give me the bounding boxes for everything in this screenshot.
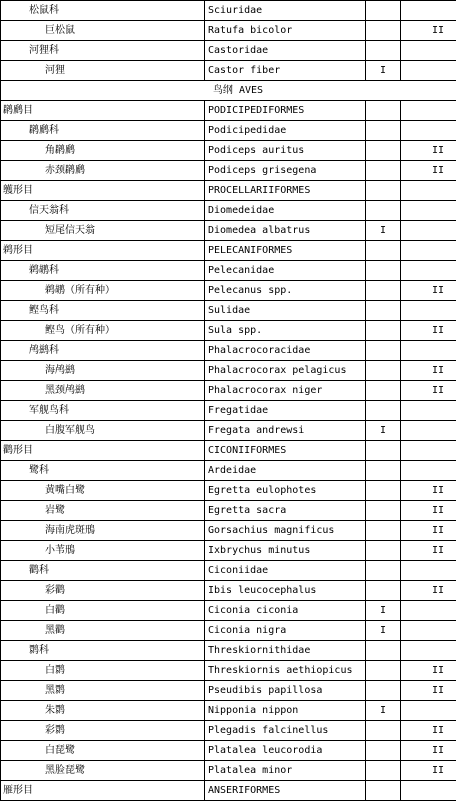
class-ii-cell: II bbox=[401, 761, 456, 781]
class-i-cell bbox=[366, 441, 401, 461]
class-ii-cell bbox=[401, 101, 456, 121]
chinese-name-cell: 雁形目 bbox=[1, 781, 205, 801]
class-i-cell: I bbox=[366, 221, 401, 241]
class-i-cell bbox=[366, 641, 401, 661]
class-i-cell bbox=[366, 41, 401, 61]
class-i-cell bbox=[366, 261, 401, 281]
class-i-cell bbox=[366, 361, 401, 381]
chinese-name-cell: 白鹳 bbox=[1, 601, 205, 621]
class-i-cell bbox=[366, 281, 401, 301]
chinese-name-cell: 军舰鸟科 bbox=[1, 401, 205, 421]
chinese-name-cell: 鹮科 bbox=[1, 641, 205, 661]
chinese-name-cell: 赤颈䴙䴘 bbox=[1, 161, 205, 181]
class-i-cell bbox=[366, 301, 401, 321]
chinese-name-cell: 河狸科 bbox=[1, 41, 205, 61]
class-i-cell: I bbox=[366, 421, 401, 441]
table-row bbox=[1, 481, 456, 501]
chinese-name-cell: 鹭科 bbox=[1, 461, 205, 481]
class-i-cell bbox=[366, 461, 401, 481]
chinese-name-cell: 鹱形目 bbox=[1, 181, 205, 201]
latin-name-cell: Diomedea albatrus bbox=[205, 221, 366, 241]
table-row bbox=[1, 461, 456, 481]
table-row bbox=[1, 161, 456, 181]
table-row bbox=[1, 21, 456, 41]
chinese-name-cell: 松鼠科 bbox=[1, 1, 205, 21]
latin-name-cell: PODICIPEDIFORMES bbox=[205, 101, 366, 121]
latin-name-cell: Sciuridae bbox=[205, 1, 366, 21]
table-row bbox=[1, 341, 456, 361]
chinese-name-cell: 巨松鼠 bbox=[1, 21, 205, 41]
table-row bbox=[1, 661, 456, 681]
latin-name-cell: Egretta sacra bbox=[205, 501, 366, 521]
class-i-cell bbox=[366, 681, 401, 701]
class-i-cell bbox=[366, 581, 401, 601]
chinese-name-cell: 鹳科 bbox=[1, 561, 205, 581]
class-ii-cell bbox=[401, 401, 456, 421]
class-ii-cell bbox=[401, 781, 456, 801]
class-i-cell bbox=[366, 781, 401, 801]
table-row bbox=[1, 221, 456, 241]
table-row bbox=[1, 201, 456, 221]
table-row bbox=[1, 261, 456, 281]
latin-name-cell: Egretta eulophotes bbox=[205, 481, 366, 501]
class-ii-cell: II bbox=[401, 501, 456, 521]
section-title: 鸟纲 AVES bbox=[1, 81, 456, 101]
class-i-cell bbox=[366, 201, 401, 221]
class-i-cell bbox=[366, 401, 401, 421]
class-i-cell: I bbox=[366, 621, 401, 641]
class-i-cell bbox=[366, 501, 401, 521]
chinese-name-cell: 黑脸琵鹭 bbox=[1, 761, 205, 781]
latin-name-cell: Podiceps auritus bbox=[205, 141, 366, 161]
latin-name-cell: Ratufa bicolor bbox=[205, 21, 366, 41]
table-row bbox=[1, 741, 456, 761]
class-i-cell bbox=[366, 481, 401, 501]
latin-name-cell: Fregatidae bbox=[205, 401, 366, 421]
chinese-name-cell: 鹳形目 bbox=[1, 441, 205, 461]
latin-name-cell: Ciconia ciconia bbox=[205, 601, 366, 621]
table-row bbox=[1, 701, 456, 721]
chinese-name-cell: 黑颈鸬鹚 bbox=[1, 381, 205, 401]
chinese-name-cell: 河狸 bbox=[1, 61, 205, 81]
class-i-cell bbox=[366, 161, 401, 181]
table-row bbox=[1, 321, 456, 341]
table-row bbox=[1, 581, 456, 601]
table-row bbox=[1, 381, 456, 401]
latin-name-cell: Phalacrocorax pelagicus bbox=[205, 361, 366, 381]
latin-name-cell: Ciconia nigra bbox=[205, 621, 366, 641]
class-ii-cell: II bbox=[401, 381, 456, 401]
chinese-name-cell: 信天翁科 bbox=[1, 201, 205, 221]
chinese-name-cell: 䴙䴘目 bbox=[1, 101, 205, 121]
latin-name-cell: Castor fiber bbox=[205, 61, 366, 81]
class-i-cell bbox=[366, 661, 401, 681]
latin-name-cell: Ibis leucocephalus bbox=[205, 581, 366, 601]
table-row bbox=[1, 41, 456, 61]
table-row bbox=[1, 1, 456, 21]
latin-name-cell: Platalea leucorodia bbox=[205, 741, 366, 761]
class-ii-cell: II bbox=[401, 161, 456, 181]
class-ii-cell: II bbox=[401, 481, 456, 501]
chinese-name-cell: 鲣鸟（所有种） bbox=[1, 321, 205, 341]
latin-name-cell: Ardeidae bbox=[205, 461, 366, 481]
class-ii-cell bbox=[401, 41, 456, 61]
table-row bbox=[1, 61, 456, 81]
latin-name-cell: Pelecanidae bbox=[205, 261, 366, 281]
chinese-name-cell: 鹈鹕科 bbox=[1, 261, 205, 281]
table-row bbox=[1, 121, 456, 141]
class-ii-cell bbox=[401, 421, 456, 441]
class-i-cell bbox=[366, 241, 401, 261]
chinese-name-cell: 黄嘴白鹭 bbox=[1, 481, 205, 501]
class-ii-cell bbox=[401, 621, 456, 641]
class-i-cell: I bbox=[366, 601, 401, 621]
chinese-name-cell: 鹈形目 bbox=[1, 241, 205, 261]
latin-name-cell: Diomedeidae bbox=[205, 201, 366, 221]
latin-name-cell: PROCELLARIIFORMES bbox=[205, 181, 366, 201]
chinese-name-cell: 白腹军舰鸟 bbox=[1, 421, 205, 441]
chinese-name-cell: 白鹮 bbox=[1, 661, 205, 681]
class-i-cell: I bbox=[366, 61, 401, 81]
class-i-cell bbox=[366, 121, 401, 141]
latin-name-cell: Nipponia nippon bbox=[205, 701, 366, 721]
class-i-cell bbox=[366, 521, 401, 541]
class-ii-cell bbox=[401, 261, 456, 281]
latin-name-cell: Pseudibis papillosa bbox=[205, 681, 366, 701]
class-ii-cell bbox=[401, 561, 456, 581]
class-ii-cell: II bbox=[401, 281, 456, 301]
chinese-name-cell: 海南虎斑鳽 bbox=[1, 521, 205, 541]
class-ii-cell bbox=[401, 301, 456, 321]
chinese-name-cell: 鸬鹚科 bbox=[1, 341, 205, 361]
table-row bbox=[1, 401, 456, 421]
table-row bbox=[1, 721, 456, 741]
class-ii-cell: II bbox=[401, 361, 456, 381]
section-row bbox=[1, 81, 456, 101]
class-ii-cell bbox=[401, 601, 456, 621]
latin-name-cell: Podicipedidae bbox=[205, 121, 366, 141]
table-row bbox=[1, 521, 456, 541]
class-ii-cell: II bbox=[401, 21, 456, 41]
latin-name-cell: Sula spp. bbox=[205, 321, 366, 341]
table-row bbox=[1, 141, 456, 161]
latin-name-cell: Ciconiidae bbox=[205, 561, 366, 581]
latin-name-cell: Castoridae bbox=[205, 41, 366, 61]
latin-name-cell: Pelecanus spp. bbox=[205, 281, 366, 301]
class-ii-cell bbox=[401, 461, 456, 481]
latin-name-cell: Plegadis falcinellus bbox=[205, 721, 366, 741]
class-i-cell bbox=[366, 381, 401, 401]
table-row bbox=[1, 541, 456, 561]
latin-name-cell: Fregata andrewsi bbox=[205, 421, 366, 441]
chinese-name-cell: 鲣鸟科 bbox=[1, 301, 205, 321]
chinese-name-cell: 䴙䴘科 bbox=[1, 121, 205, 141]
table-row bbox=[1, 241, 456, 261]
class-ii-cell bbox=[401, 441, 456, 461]
class-ii-cell: II bbox=[401, 581, 456, 601]
table-row bbox=[1, 421, 456, 441]
class-i-cell bbox=[366, 181, 401, 201]
chinese-name-cell: 小苇鳽 bbox=[1, 541, 205, 561]
class-ii-cell: II bbox=[401, 321, 456, 341]
table-row bbox=[1, 181, 456, 201]
class-i-cell bbox=[366, 341, 401, 361]
class-i-cell bbox=[366, 761, 401, 781]
chinese-name-cell: 黑鹳 bbox=[1, 621, 205, 641]
class-i-cell bbox=[366, 21, 401, 41]
latin-name-cell: Phalacrocoracidae bbox=[205, 341, 366, 361]
latin-name-cell: CICONIIFORMES bbox=[205, 441, 366, 461]
table-body bbox=[1, 1, 456, 801]
latin-name-cell: Ixbrychus minutus bbox=[205, 541, 366, 561]
class-ii-cell: II bbox=[401, 741, 456, 761]
class-ii-cell bbox=[401, 641, 456, 661]
table-row bbox=[1, 101, 456, 121]
latin-name-cell: Gorsachius magnificus bbox=[205, 521, 366, 541]
class-ii-cell bbox=[401, 61, 456, 81]
class-i-cell bbox=[366, 741, 401, 761]
class-ii-cell: II bbox=[401, 141, 456, 161]
class-i-cell bbox=[366, 101, 401, 121]
latin-name-cell: Phalacrocorax niger bbox=[205, 381, 366, 401]
latin-name-cell: ANSERIFORMES bbox=[205, 781, 366, 801]
latin-name-cell: Podiceps grisegena bbox=[205, 161, 366, 181]
table-row bbox=[1, 441, 456, 461]
table-row bbox=[1, 621, 456, 641]
chinese-name-cell: 角䴙䴘 bbox=[1, 141, 205, 161]
class-i-cell bbox=[366, 721, 401, 741]
table-row bbox=[1, 761, 456, 781]
latin-name-cell: Threskiornis aethiopicus bbox=[205, 661, 366, 681]
class-i-cell bbox=[366, 321, 401, 341]
latin-name-cell: Platalea minor bbox=[205, 761, 366, 781]
class-i-cell: I bbox=[366, 701, 401, 721]
chinese-name-cell: 岩鹭 bbox=[1, 501, 205, 521]
class-ii-cell: II bbox=[401, 681, 456, 701]
class-ii-cell: II bbox=[401, 521, 456, 541]
latin-name-cell: Threskiornithidae bbox=[205, 641, 366, 661]
table-row bbox=[1, 601, 456, 621]
chinese-name-cell: 海鸬鹚 bbox=[1, 361, 205, 381]
table-row bbox=[1, 301, 456, 321]
class-ii-cell bbox=[401, 201, 456, 221]
table-row bbox=[1, 781, 456, 801]
table-row bbox=[1, 361, 456, 381]
class-ii-cell bbox=[401, 121, 456, 141]
class-ii-cell bbox=[401, 221, 456, 241]
table-row bbox=[1, 501, 456, 521]
latin-name-cell: PELECANIFORMES bbox=[205, 241, 366, 261]
table-row bbox=[1, 281, 456, 301]
class-ii-cell: II bbox=[401, 721, 456, 741]
class-i-cell bbox=[366, 1, 401, 21]
chinese-name-cell: 黑鹮 bbox=[1, 681, 205, 701]
class-i-cell bbox=[366, 561, 401, 581]
class-ii-cell bbox=[401, 241, 456, 261]
class-i-cell bbox=[366, 541, 401, 561]
class-ii-cell bbox=[401, 701, 456, 721]
class-ii-cell bbox=[401, 181, 456, 201]
class-ii-cell: II bbox=[401, 541, 456, 561]
class-ii-cell: II bbox=[401, 661, 456, 681]
table-row bbox=[1, 641, 456, 661]
chinese-name-cell: 朱鹮 bbox=[1, 701, 205, 721]
chinese-name-cell: 鹈鹕（所有种） bbox=[1, 281, 205, 301]
table-row bbox=[1, 681, 456, 701]
class-ii-cell bbox=[401, 1, 456, 21]
chinese-name-cell: 短尾信天翁 bbox=[1, 221, 205, 241]
class-i-cell bbox=[366, 141, 401, 161]
chinese-name-cell: 白琵鹭 bbox=[1, 741, 205, 761]
table-row bbox=[1, 561, 456, 581]
chinese-name-cell: 彩鹳 bbox=[1, 581, 205, 601]
latin-name-cell: Sulidae bbox=[205, 301, 366, 321]
chinese-name-cell: 彩鹮 bbox=[1, 721, 205, 741]
class-ii-cell bbox=[401, 341, 456, 361]
